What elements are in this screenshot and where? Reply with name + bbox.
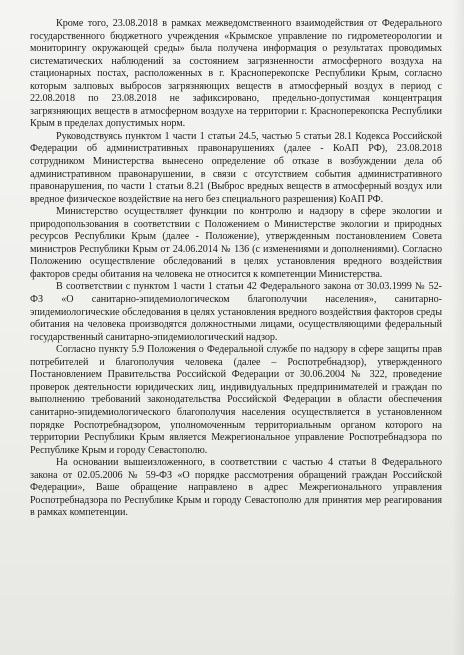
page-edge-shadow <box>452 0 464 655</box>
document-body <box>30 18 442 520</box>
paragraph-rospotrebnadzor: Согласно пункту 5.9 Положения о Федеральной службе по надзору в сфере защиты прав потребителей и благополучия человека (далее – Роспотребнадзор), утвержденного Постановлением Правительства Российской Федерации от 30.06.2004 № 322, проведение проверок деятельности юридических лиц, индивидуальных предпринимателей и граждан по выполнению требований законодательства Российской Федерации в области обеспечения санитарно-эпидемиологического благополучия населения осуществляется в установленном порядке Роспотребнадзором, уполномоченным территориальным органом которого на территории Республики Крым является Межрегиональное управление Роспотребнадзора по Республике Крым и городу Севастополю. <box>30 344 442 456</box>
paragraph-air-monitoring: Кроме того, 23.08.2018 в рамках межведомственного взаимодействия от Федерального государственного бюджетного учреждения «Крымское управление по гидрометеорологии и мониторингу окружающей среды» была получена информация о результатах проводимых систематических наблюдений за состоянием загрязненности атмосферного воздуха на стационарных постах, расположенных в г. Красноперекопске Республики Крым, согласно которым залповых выбросов загрязняющих веществ в атмосферный воздух в период с 22.08.2018 по 23.08.2018 не зафиксировано, предельно-допустимая концентрация загрязняющих веществ в атмосферном воздухе на территории г. Красноперекопска Республики Крым в пределах допустимых норм. <box>30 18 442 130</box>
paragraph-conclusion: На основании вышеизложенного, в соответствии с частью 4 статьи 8 Федерального закона от 02.05.2006 № 59-ФЗ «О порядке рассмотрения обращений граждан Российской Федерации», Ваше обращение направлено в адрес Межрегионального управления Роспотребнадзора по Республике Крым и городу Севастополю для принятия мер реагирования в рамках компетенции. <box>30 457 442 519</box>
paragraph-ministry-competence: Министерство осуществляет функции по контролю и надзору в сфере экологии и природопользования в соответствии с Положением о Министерстве экологии и природных ресурсов Республики Крым (далее - Положение), утвержденным постановлением Совета министров Республики Крым от 24.06.2014 № 136 (с изменениями и дополнениями). Согласно Положению осуществление обследований в целях установления вредного воздействия факторов среды обитания на человека не относится к компетенции Министерства. <box>30 206 442 280</box>
paragraph-refusal-decision: Руководствуясь пунктом 1 части 1 статьи 24.5, частью 5 статьи 28.1 Кодекса Российской Федерации об административных правонарушениях (далее - КоАП РФ), 23.08.2018 сотрудником Министерства вынесено определение об отказе в возбуждении дела об административном правонарушении, в связи с отсутствием события административного правонарушения, по части 1 статьи 8.21 (Выброс вредных веществ в атмосферный воздух или вредное физическое воздействие на него без специального разрешения) КоАП РФ. <box>30 130 442 205</box>
paragraph-federal-law-52: В соответствии с пунктом 1 части 1 статьи 42 Федерального закона от 30.03.1999 № 52-ФЗ «О санитарно-эпидемиологическом благополучии населения», санитарно-эпидемиологические обследования в целях установления вредного воздействия факторов среды обитания на человека производятся должностными лицами, осуществляющими федеральный государственный санитарно-эпидемиологический надзор. <box>30 281 442 343</box>
